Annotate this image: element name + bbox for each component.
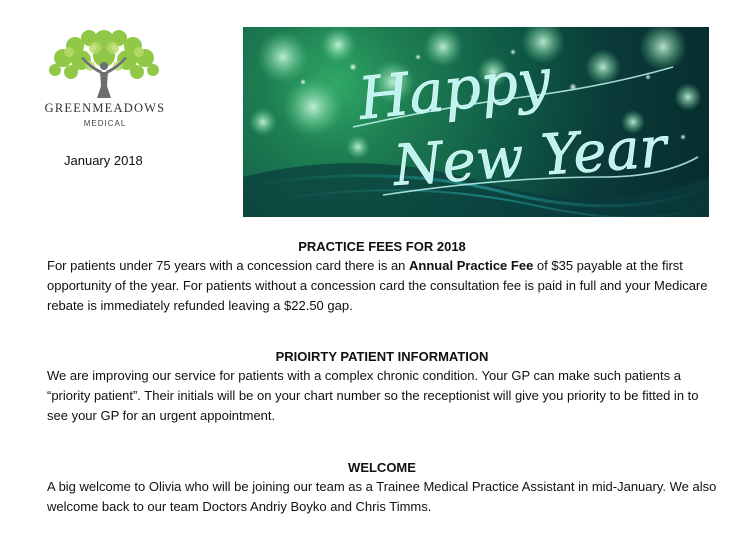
greeting-line-2: New Year: [391, 115, 669, 199]
section-body: We are improving our service for patients with a complex chronic condition. Your GP can make such patients a “priority patient”. Their initials will be on your chart number so the receptionist will give you priority to be fitted in to see your GP for an urgent appointment.: [47, 368, 699, 423]
section-title: PRIOIRTY PATIENT INFORMATION: [275, 349, 489, 364]
priority-patient-section: [47, 348, 717, 426]
section-title: PRACTICE FEES FOR 2018: [298, 239, 466, 254]
greeting-script: [243, 27, 709, 217]
brand-name: GREENMEADOWS: [44, 101, 166, 115]
greeting-line-1: Happy: [355, 45, 554, 133]
section-body: A big welcome to Olivia who will be joining our team as a Trainee Medical Practice Assistant in mid-January. We also welcome back to our team Doctors Andriy Boyko and Chris Timms.: [47, 479, 717, 514]
section-title: WELCOME: [348, 460, 416, 475]
body-text: of $35 payable at the first opportunity of the year. For patients without a concession card the consultation fee is paid in full and your Medicare rebate is immediately refunded leaving a $22.50 gap.: [47, 258, 708, 313]
practice-logo: [28, 28, 178, 133]
body-text: For patients under 75 years with a concession card there is an: [47, 258, 410, 273]
welcome-section: [47, 459, 717, 517]
emphasized-text: Annual Practice Fee: [409, 258, 534, 273]
section-body: [47, 256, 717, 316]
tree-logo-icon: [45, 28, 163, 100]
practice-fees-section: [47, 238, 717, 316]
newsletter-date: January 2018: [64, 153, 143, 168]
brand-subtitle: MEDICAL: [83, 119, 127, 128]
happy-new-year-banner: [243, 27, 709, 217]
